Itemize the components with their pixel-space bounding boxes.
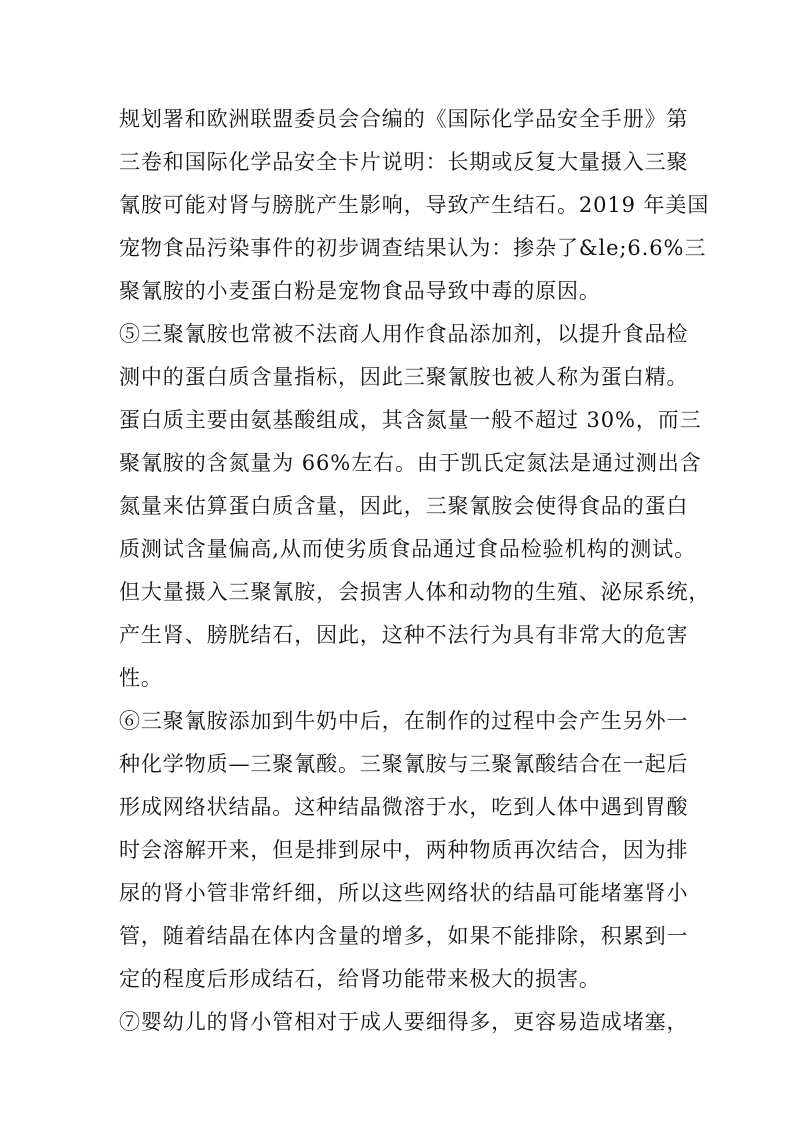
text-line: 定的程度后形成结石，给肾功能带来极大的损害。 [119,967,601,991]
text-line: 蛋白质主要由氨基酸组成，其含氮量一般不超过 30%，而三 [119,408,702,432]
text-line: 聚氰胺的小麦蛋白粉是宠物食品导致中毒的原因。 [119,279,601,303]
text-line: 尿的肾小管非常纤细，所以这些网络状的结晶可能堵塞肾小 [119,881,689,905]
text-line: 氰胺可能对肾与膀胱产生影响，导致产生结石。2019 年美国 [119,193,710,217]
text-line: 三卷和国际化学品安全卡片说明：长期或反复大量摄入三聚 [119,150,689,174]
paragraph-7-start: ⑦婴幼儿的肾小管相对于成人要细得多，更容易造成堵塞， [119,1010,689,1034]
text-line: 但大量摄入三聚氰胺，会损害人体和动物的生殖、泌尿系统， [119,580,711,604]
paragraph-6-start: ⑥三聚氰胺添加到牛奶中后，在制作的过程中会产生另外一 [119,709,689,733]
text-line: 氮量来估算蛋白质含量，因此，三聚氰胺会使得食品的蛋白 [119,494,689,518]
text-line: 管，随着结晶在体内含量的增多，如果不能排除，积累到一 [119,924,689,948]
text-line: 形成网络状结晶。这种结晶微溶于水，吃到人体中遇到胃酸 [119,795,689,819]
text-line: 规划署和欧洲联盟委员会合编的《国际化学品安全手册》第 [119,107,689,131]
text-line: 种化学物质—三聚氰酸。三聚氰胺与三聚氰酸结合在一起后 [119,752,689,776]
paragraph-5-start: ⑤三聚氰胺也常被不法商人用作食品添加剂，以提升食品检 [119,322,689,346]
text-line: 性。 [119,666,163,690]
text-line: 聚氰胺的含氮量为 66%左右。由于凯氏定氮法是通过测出含 [119,451,702,475]
text-line: 测中的蛋白质含量指标，因此三聚氰胺也被人称为蛋白精。 [119,365,689,389]
text-line: 产生肾、膀胱结石，因此，这种不法行为具有非常大的危害 [119,623,689,647]
text-line: 时会溶解开来，但是排到尿中，两种物质再次结合，因为排 [119,838,689,862]
text-line: 质测试含量偏高,从而使劣质食品通过食品检验机构的测试。 [119,537,696,561]
text-line: 宠物食品污染事件的初步调查结果认为：掺杂了&le;6.6%三 [119,236,707,260]
